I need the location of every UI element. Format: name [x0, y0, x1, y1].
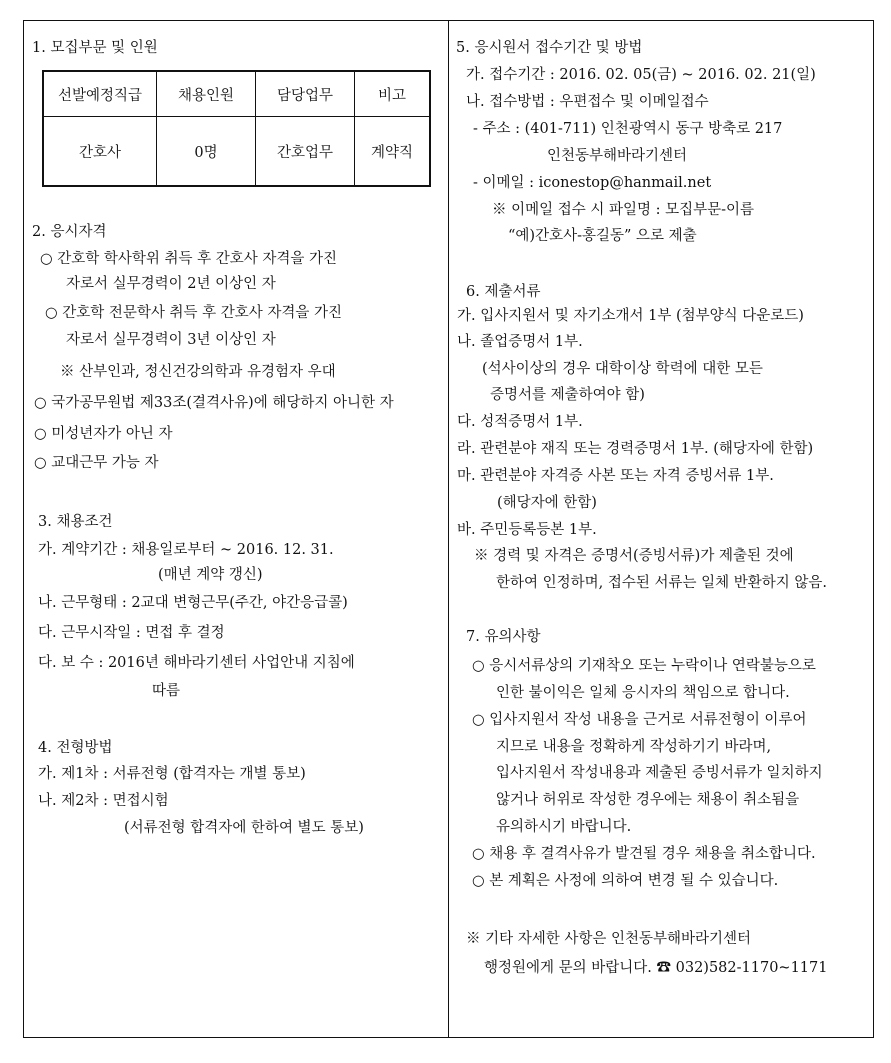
document-item: 마. 관련분야 자격증 사본 또는 자격 증빙서류 1부.	[457, 468, 774, 484]
document-item: 가. 입사지원서 및 자기소개서 1부 (첨부양식 다운로드)	[457, 308, 804, 324]
caution-item: 않거나 허위로 작성한 경우에는 채용이 취소됨을	[496, 792, 800, 808]
application-item: 나. 접수방법 : 우편접수 및 이메일접수	[466, 94, 709, 110]
table-header: 비고	[355, 71, 431, 117]
condition-item: 다. 보 수 : 2016년 해바라기센터 사업안내 지침에	[38, 655, 355, 671]
table-cell: 간호업무	[256, 117, 355, 187]
recruitment-table	[42, 70, 431, 187]
document-note: 한하여 인정하며, 접수된 서류는 일체 반환하지 않음.	[496, 575, 828, 591]
caution-item: ○ 채용 후 결격사유가 발견될 경우 채용을 취소합니다.	[472, 846, 816, 862]
qualification-note: ※ 산부인과, 정신건강의학과 유경험자 우대	[60, 364, 336, 380]
section-7-title: 7. 유의사항	[466, 629, 541, 645]
qualification-item: 자로서 실무경력이 3년 이상인 자	[66, 332, 276, 348]
table-header: 담당업무	[256, 71, 355, 117]
caution-item: 유의하시기 바랍니다.	[496, 819, 632, 835]
qualification-item: ○ 미성년자가 아닌 자	[34, 426, 173, 442]
section-5-title: 5. 응시원서 접수기간 및 방법	[456, 40, 643, 56]
document-item: (석사이상의 경우 대학이상 학력에 대한 모든	[482, 361, 763, 377]
table-header: 채용인원	[157, 71, 256, 117]
application-email: - 이메일 : iconestop@hanmail.net	[473, 175, 712, 191]
document-item: 다. 성적증명서 1부.	[457, 414, 583, 430]
qualification-item: ○ 간호학 학사학위 취득 후 간호사 자격을 가진	[40, 251, 338, 267]
contact-phone: 행정원에게 문의 바랍니다. ☎ 032)582-1170~1171	[484, 960, 828, 976]
qualification-item: ○ 국가공무원법 제33조(결격사유)에 해당하지 아니한 자	[34, 395, 394, 411]
condition-item: (매년 계약 갱신)	[158, 567, 263, 583]
table-header: 선발예정직급	[43, 71, 157, 117]
column-divider	[448, 20, 449, 1038]
application-address: - 주소 : (401-711) 인천광역시 동구 방축로 217	[473, 121, 783, 137]
application-note: ※ 이메일 접수 시 파일명 : 모집부문-이름	[492, 202, 755, 218]
document-item: 증명서를 제출하여야 함)	[490, 387, 645, 403]
caution-item: 지므로 내용을 정확하게 작성하기기 바라며,	[496, 739, 772, 755]
document-note: ※ 경력 및 자격은 증명서(증빙서류)가 제출된 것에	[474, 548, 794, 564]
section-2-title: 2. 응시자격	[32, 224, 107, 240]
caution-item: ○ 입사지원서 작성 내용을 근거로 서류전형이 이루어	[472, 712, 807, 728]
section-3-title: 3. 채용조건	[38, 514, 113, 530]
document-item: 라. 관련분야 재직 또는 경력증명서 1부. (해당자에 한함)	[457, 441, 814, 457]
qualification-item: ○ 간호학 전문학사 취득 후 간호사 자격을 가진	[45, 305, 343, 321]
condition-item: 가. 계약기간 : 채용일로부터 ~ 2016. 12. 31.	[38, 542, 334, 558]
selection-item: 가. 제1차 : 서류전형 (합격자는 개별 통보)	[38, 766, 306, 782]
condition-item: 다. 근무시작일 : 면접 후 결정	[38, 625, 225, 641]
application-address: 인천동부해바라기센터	[547, 148, 688, 164]
table-cell: 계약직	[355, 117, 431, 187]
table-cell: 간호사	[43, 117, 157, 187]
selection-item: 나. 제2차 : 면접시험	[38, 793, 169, 809]
caution-item: ○ 본 계획은 사정에 의하여 변경 될 수 있습니다.	[472, 873, 779, 889]
qualification-item: ○ 교대근무 가능 자	[34, 455, 159, 471]
application-item: 가. 접수기간 : 2016. 02. 05(금) ~ 2016. 02. 21(일)	[466, 67, 816, 83]
document-item: 바. 주민등록등본 1부.	[457, 522, 597, 538]
condition-item: 따름	[152, 683, 181, 699]
qualification-item: 자로서 실무경력이 2년 이상인 자	[66, 276, 276, 292]
section-1-title: 1. 모집부문 및 인원	[32, 40, 158, 56]
caution-item: 인한 불이익은 일체 응시자의 책임으로 합니다.	[496, 685, 790, 701]
section-4-title: 4. 전형방법	[38, 740, 113, 756]
caution-item: ○ 응시서류상의 기재착오 또는 누락이나 연락불능으로	[472, 658, 816, 674]
document-item: 나. 졸업증명서 1부.	[457, 334, 583, 350]
caution-item: 입사지원서 작성내용과 제출된 증빙서류가 일치하지	[496, 765, 823, 781]
document-item: (해당자에 한함)	[497, 495, 597, 511]
application-note: “예)간호사-홍길동” 으로 제출	[508, 228, 697, 244]
selection-item: (서류전형 합격자에 한하여 별도 통보)	[124, 820, 364, 836]
contact-note: ※ 기타 자세한 사항은 인천동부해바라기센터	[466, 931, 752, 947]
table-cell: 0명	[157, 117, 256, 187]
condition-item: 나. 근무형태 : 2교대 변형근무(주간, 야간응급콜)	[38, 595, 348, 611]
section-6-title: 6. 제출서류	[466, 284, 541, 300]
